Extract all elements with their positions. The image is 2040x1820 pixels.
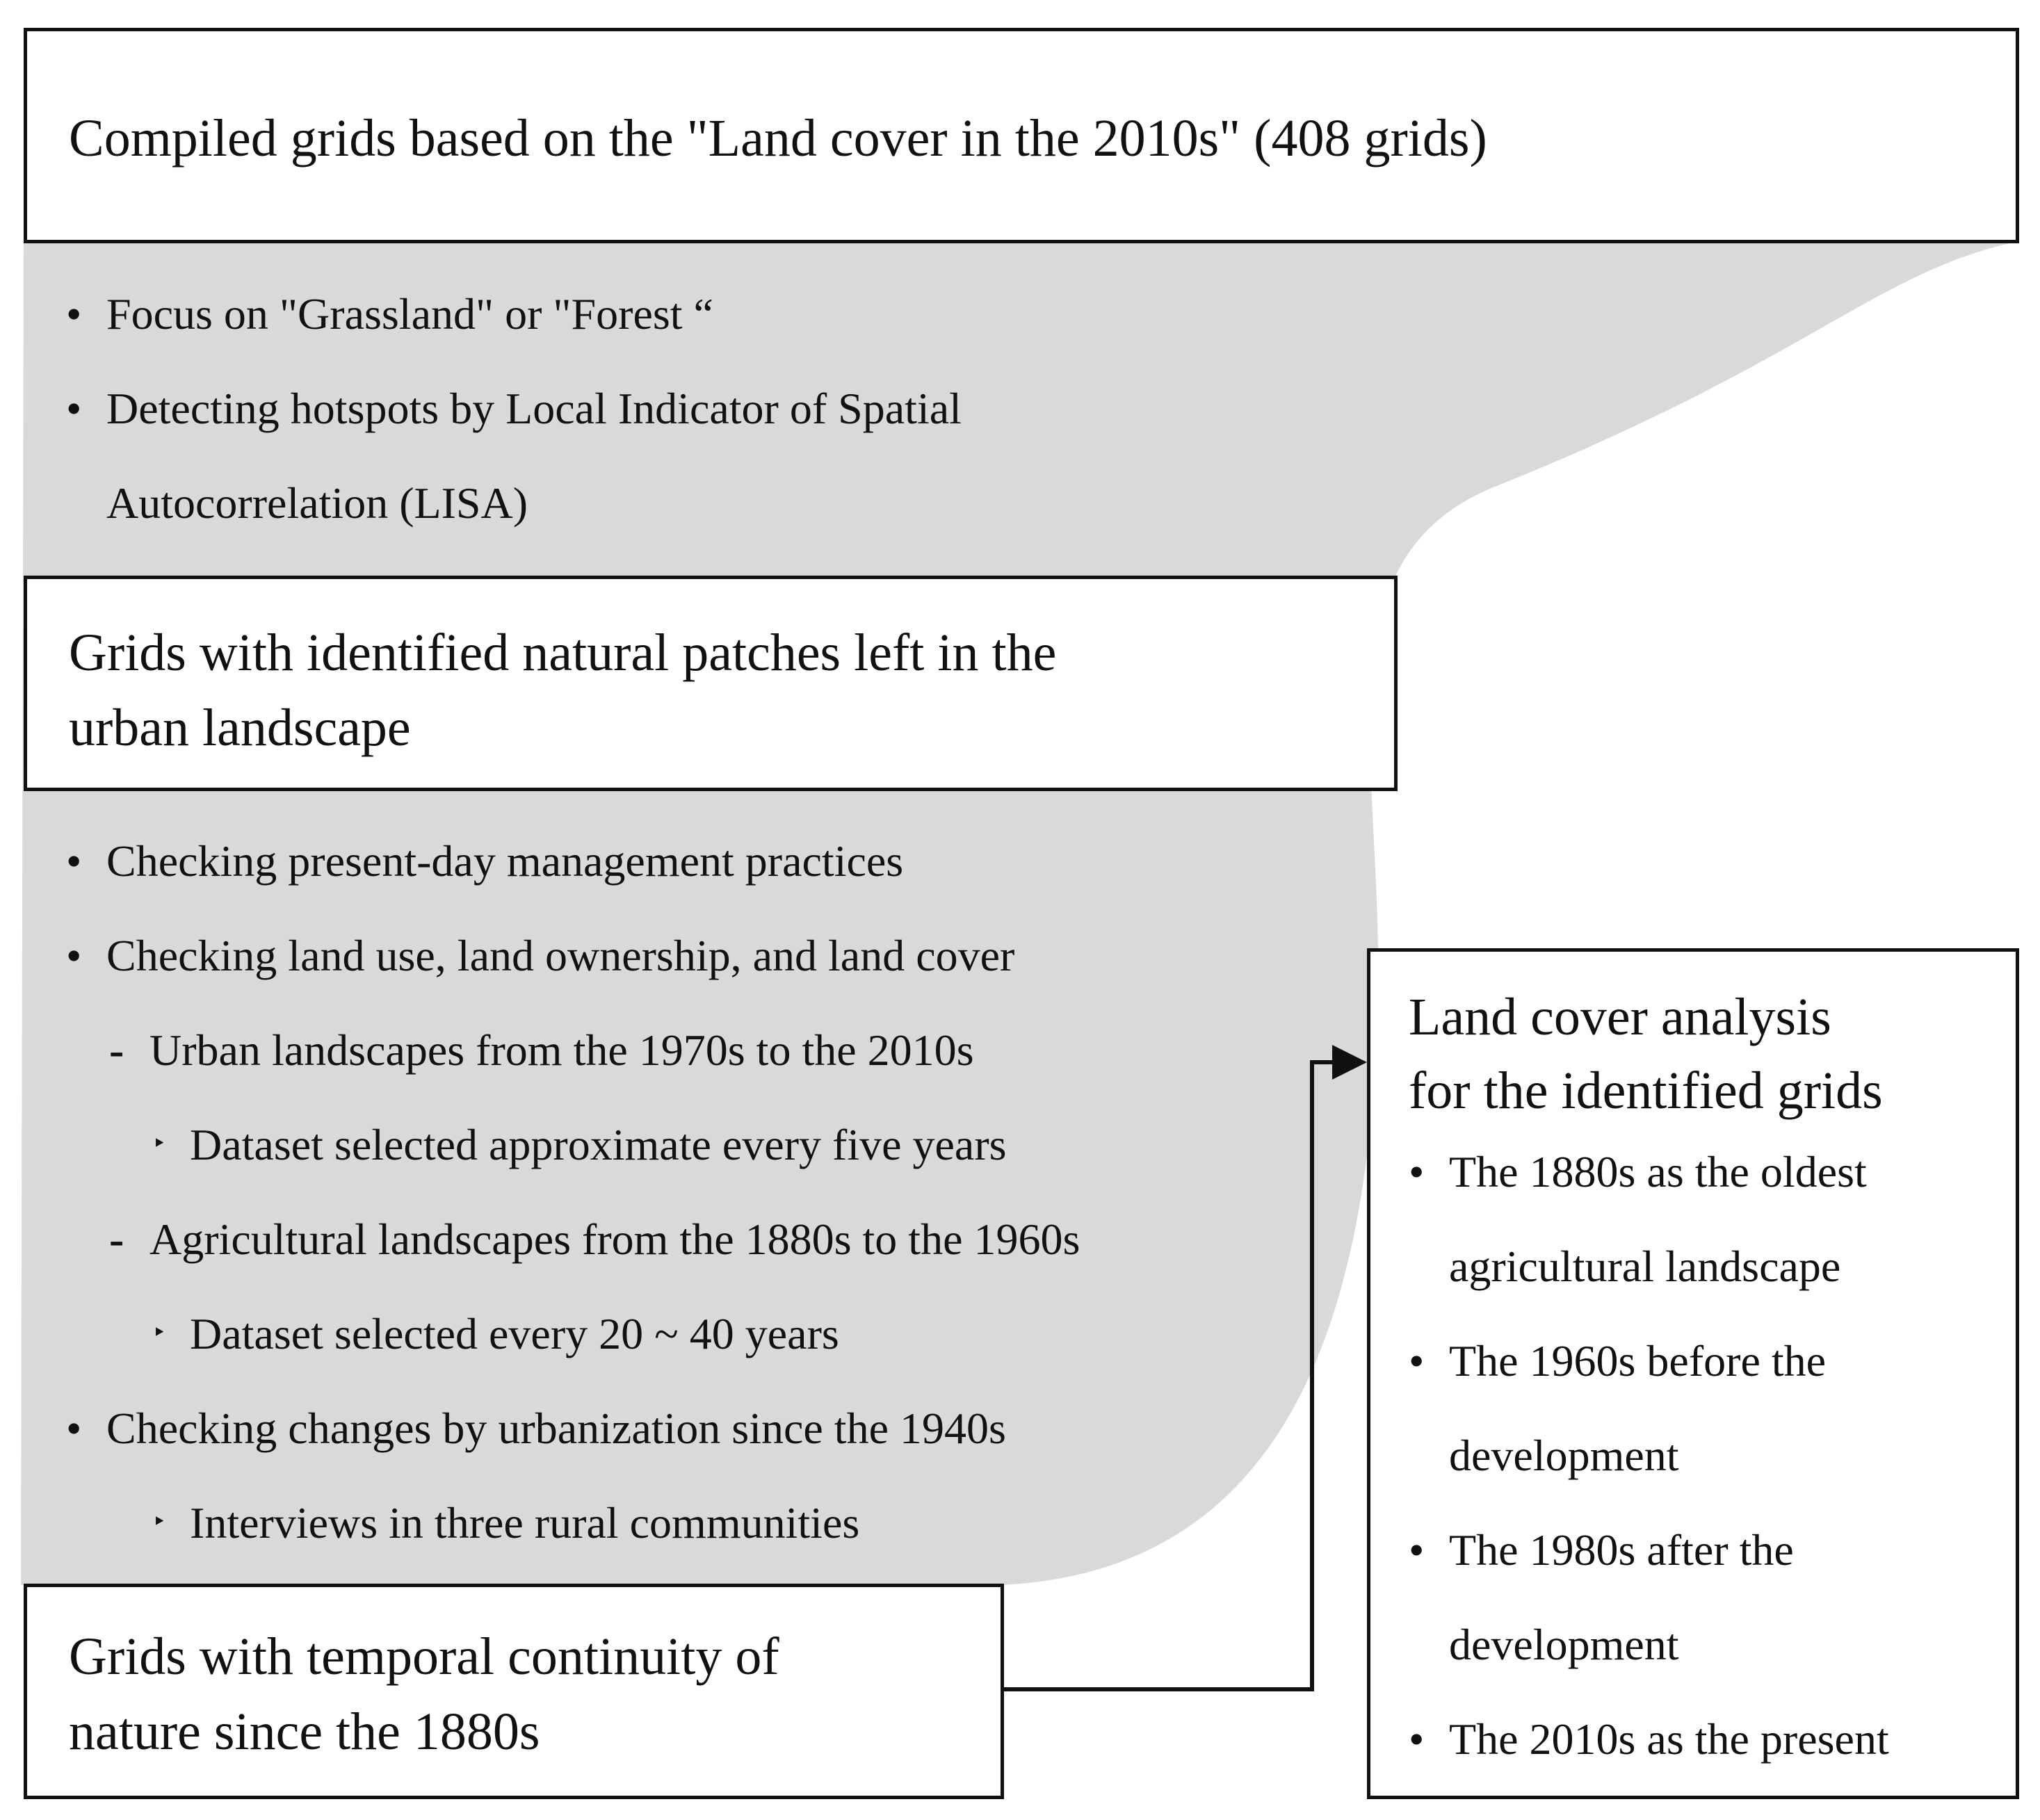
list-item: • Focus on "Grassland" or "Forest “ — [66, 289, 713, 339]
step1-title: Compiled grids based on the "Land cover in the 2010s" (408 grids) — [69, 109, 1487, 168]
list-item: • Detecting hotspots by Local Indicator of Spatial — [66, 384, 962, 433]
step2-box — [24, 576, 1398, 791]
list-item: development — [1449, 1431, 1679, 1480]
list-item: Autocorrelation (LISA) — [106, 478, 528, 528]
list-item: - Agricultural landscapes from the 1880s to the 1960s — [109, 1214, 1080, 1264]
list-item: • The 2010s as the present — [1409, 1714, 1889, 1764]
list-item: • The 1880s as the oldest — [1409, 1147, 1867, 1196]
analysis-title-line2: for the identified grids — [1409, 1062, 1883, 1120]
list-item: - Urban landscapes from the 1970s to the 2010s — [109, 1025, 974, 1075]
list-item: ‣ Interviews in three rural communities — [152, 1498, 860, 1547]
list-item: • Checking land use, land ownership, and land cover — [66, 931, 1015, 980]
list-item: • The 1960s before the — [1409, 1336, 1827, 1386]
analysis-box — [1367, 948, 2019, 1799]
list-item: • Checking changes by urbanization since the 1940s — [66, 1404, 1006, 1453]
list-item: agricultural landscape — [1449, 1242, 1841, 1291]
step3-line2: nature since the 1880s — [69, 1703, 540, 1761]
analysis-title-line1: Land cover analysis — [1409, 988, 1831, 1046]
step3-line1: Grids with temporal continuity of — [69, 1627, 779, 1686]
list-item: • The 1980s after the — [1409, 1525, 1794, 1575]
list-item: ‣ Dataset selected approximate every five years — [152, 1120, 1007, 1169]
step3-box — [24, 1584, 1004, 1799]
list-item: • Checking present-day management practices — [66, 836, 904, 886]
list-item: ‣ Dataset selected every 20 ~ 40 years — [152, 1309, 839, 1358]
step1-box — [24, 28, 2019, 243]
step2-line2: urban landscape — [69, 699, 411, 757]
step2-line1: Grids with identified natural patches left in the — [69, 624, 1057, 682]
list-item: development — [1449, 1620, 1679, 1669]
